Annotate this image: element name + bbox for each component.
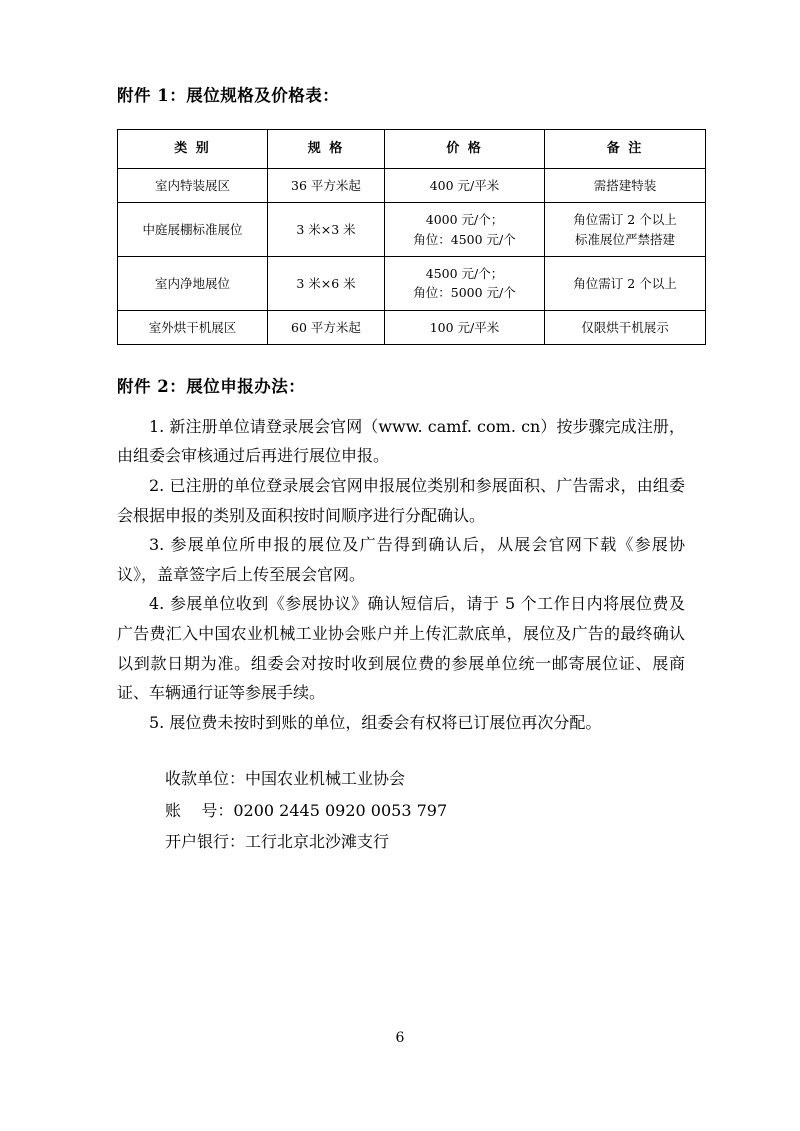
cell-spec: 3 米×6 米 <box>268 257 385 311</box>
cell-price: 400 元/平米 <box>385 168 545 202</box>
cell-price <box>385 203 545 257</box>
payee-label: 收款单位： <box>165 769 246 789</box>
table-row <box>118 203 706 257</box>
attachment2-heading: 附件 2：展位申报办法： <box>117 377 306 397</box>
procedure-paragraph-3: 3. 参展单位所申报的展位及广告得到确认后，从展会官网下载《参展协议》，盖章签字后上传至展会官网。 <box>117 535 685 584</box>
procedure-paragraph-4: 4. 参展单位收到《参展协议》确认短信后，请于 5 个工作日内将展位费及广告费汇入中国农业机械工业协会账户并上传汇款底单，展位及广告的最终确认以到款日期为准。组委会对按时收到展位费的参展单位统一邮寄展位证、展商证、车辆通行证等参展手续。 <box>117 594 685 703</box>
account-value: 0200 2445 0920 0053 797 <box>233 800 448 820</box>
cell-price-line2: 角位：4500 元/个 <box>413 231 516 247</box>
header-category: 类 别 <box>118 129 268 168</box>
cell-note <box>545 203 706 257</box>
cell-category: 中庭展棚标准展位 <box>118 203 268 257</box>
cell-note: 角位需订 2 个以上 <box>545 257 706 311</box>
cell-price-line1: 4000 元/个； <box>425 212 504 228</box>
attachment1-heading: 附件 1：展位规格及价格表： <box>117 86 340 105</box>
procedure-paragraph-5: 5. 展位费未按时到账的单位，组委会有权将已订展位再次分配。 <box>149 712 602 732</box>
cell-category: 室内净地展位 <box>118 257 268 311</box>
header-note: 备 注 <box>545 129 706 168</box>
bank-name-line <box>165 826 685 857</box>
cell-category: 室外烘干机展区 <box>118 310 268 344</box>
cell-spec: 36 平方米起 <box>268 168 385 202</box>
cell-note: 仅限烘干机展示 <box>545 310 706 344</box>
page-content <box>117 84 685 857</box>
cell-price <box>385 257 545 311</box>
payee-value: 中国农业机械工业协会 <box>245 769 406 789</box>
cell-spec: 60 平方米起 <box>268 310 385 344</box>
bank-value: 工行北京北沙滩支行 <box>245 831 390 851</box>
cell-price: 100 元/平米 <box>385 310 545 344</box>
table-row <box>118 310 706 344</box>
cell-note-line1: 角位需订 2 个以上 <box>573 212 677 228</box>
bank-info-block <box>117 763 685 857</box>
payee-line <box>165 763 685 794</box>
bank-label: 开户银行： <box>165 831 246 851</box>
table-row <box>118 168 706 202</box>
table-row <box>118 257 706 311</box>
cell-price-line1: 4500 元/个； <box>425 266 504 282</box>
header-price: 价 格 <box>385 129 545 168</box>
procedure-paragraph-2: 2. 已注册的单位登录展会官网申报展位类别和参展面积、广告需求，由组委会根据申报的类别及面积按时间顺序进行分配确认。 <box>117 476 685 525</box>
cell-price-line2: 角位：5000 元/个 <box>413 285 516 301</box>
table-header-row <box>118 129 706 168</box>
header-spec: 规 格 <box>268 129 385 168</box>
cell-note: 需搭建特装 <box>545 168 706 202</box>
booth-spec-price-table <box>117 129 706 345</box>
account-line <box>165 795 685 826</box>
page-number: 6 <box>395 1030 405 1046</box>
cell-spec: 3 米×3 米 <box>268 203 385 257</box>
cell-category: 室内特装展区 <box>118 168 268 202</box>
cell-note-line2: 标准展位严禁搭建 <box>574 231 675 247</box>
procedure-paragraph-1: 1. 新注册单位请登录展会官网（www. camf. com. cn）按步骤完成注册，由组委会审核通过后再进行展位申报。 <box>117 416 685 466</box>
account-label: 账 号： <box>165 800 234 820</box>
